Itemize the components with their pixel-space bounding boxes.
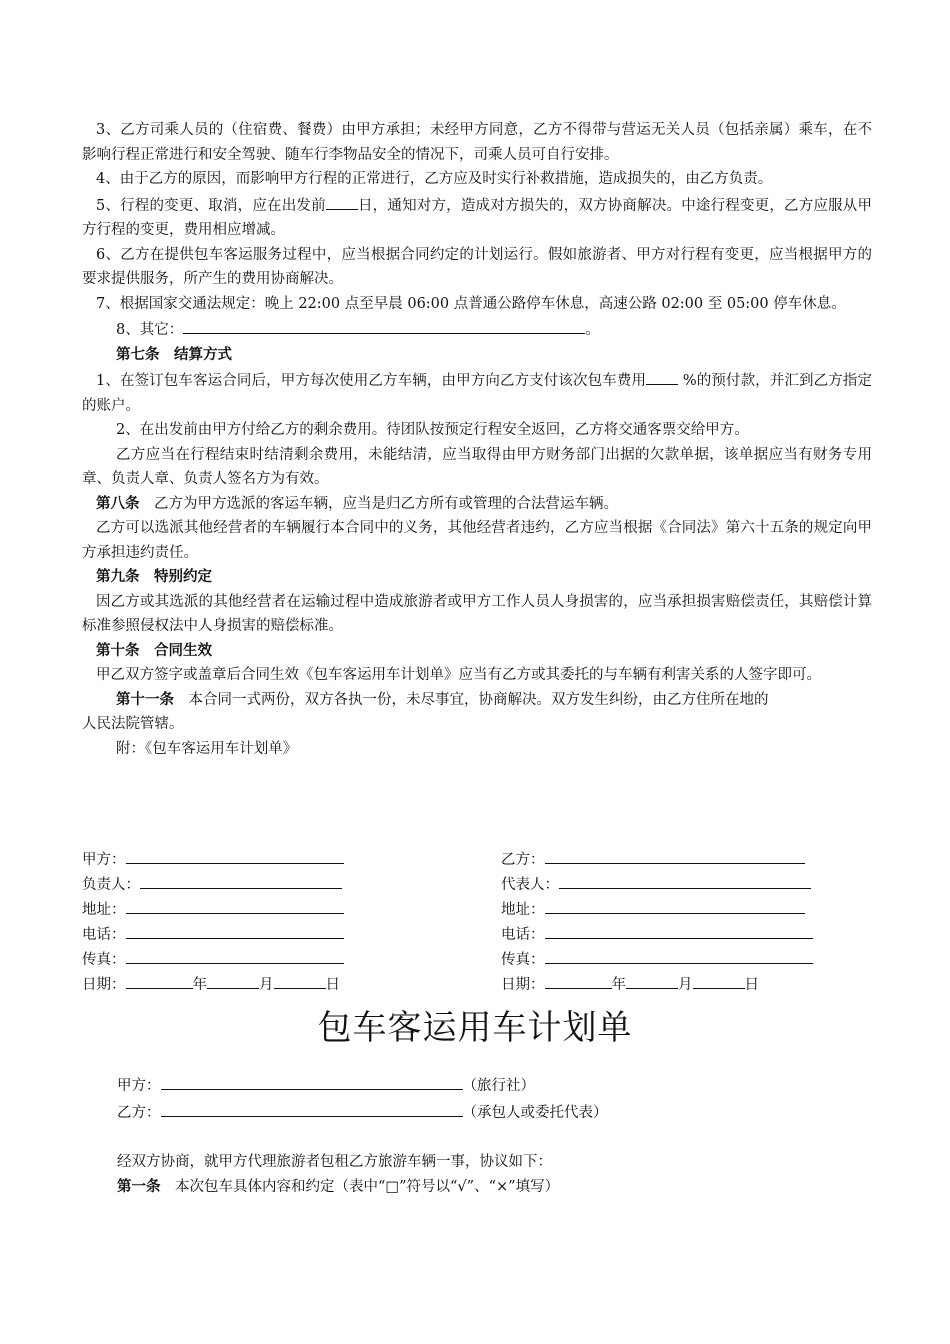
clause-8 [82,316,872,343]
address-label-left: 地址： [82,902,126,918]
responsible-blank[interactable] [140,871,342,889]
article-7-p1-b: %的预付款，并汇到乙方指定的账户。 [82,373,872,414]
phone-blank-left[interactable] [126,921,344,939]
clause-8-end: 。 [585,322,600,338]
plan-party-b-note: （承包人或委托代表） [462,1104,608,1121]
plan-party-a-row [117,1072,608,1099]
attachment-note: 附：《包车客运用车计划单》 [116,740,298,757]
month-label-right: 月 [678,977,693,993]
day-blank-left[interactable] [274,971,326,989]
month-label-left: 月 [259,977,274,993]
article-8 [82,492,872,517]
clause-8-label: 8、其它： [116,322,184,338]
plan-party-b-blank[interactable] [161,1099,463,1117]
plan-party-a-blank[interactable] [161,1072,463,1090]
fax-label-right: 传真： [501,952,545,968]
clause-5-part-b: 日，通知对方，造成对方损失的，双方协商解决。中途行程变更，乙方应服从甲方行程的变更，费用相应增减。 [82,197,872,238]
plan-article-1-heading: 第一条 [117,1177,161,1195]
article-7-p3: 乙方应当在行程结束时结清剩余费用，未能结清，应当取得由甲方财务部门出据的欠款单据，该单据应当有财务专用章、负责人章、负责人签名方为有效。 [82,446,872,487]
article-9-heading: 第九条 特别约定 [96,568,212,585]
plan-title: 包车客运用车计划单 [317,1008,633,1048]
article-11-text-2: 人民法院管辖。 [82,716,184,732]
prepay-percent-blank[interactable] [646,367,678,385]
fax-label-left: 传真： [82,952,126,968]
address-label-right: 地址： [501,902,545,918]
article-7-heading: 第七条 结算方式 [116,345,232,363]
plan-body [117,1072,608,1199]
plan-article-1 [117,1175,608,1200]
plan-party-a-note: （旅行社） [462,1078,535,1094]
party-a-label: 甲方： [82,852,126,868]
fax-blank-left[interactable] [126,946,344,964]
fax-blank-right[interactable] [545,946,813,964]
phone-label-left: 电话： [82,927,126,943]
clause-7: 7、根据国家交通法规定：晚上 22:00 点至早晨 06:00 点普通公路停车休息，高速公路 02:00 至 05:00 停车休息。 [96,295,846,312]
year-blank-left[interactable] [126,971,193,989]
representative-blank[interactable] [559,871,811,889]
clause-5-part-a: 5、行程的变更、取消，应在出发前 [96,197,326,214]
article-8-p2: 乙方可以选派其他经营者的车辆履行本合同中的义务，其他经营者违约，乙方应当根据《合同法》第六十五条的规定向甲方承担违约责任。 [82,520,872,561]
party-b-label: 乙方： [501,852,545,868]
day-label-left: 日 [325,977,340,993]
plan-party-b-label: 乙方： [117,1104,161,1121]
phone-blank-right[interactable] [545,921,813,939]
party-b-blank[interactable] [545,846,805,864]
other-terms-blank[interactable] [183,316,585,334]
article-7-p1-a: 1、在签订包车客运合同后，甲方每次使用乙方车辆，由甲方向乙方支付该次包车费用 [96,373,647,389]
clause-5 [82,192,872,243]
phone-label-right: 电话： [501,927,545,943]
plan-party-b-row [117,1099,608,1126]
plan-article-1-text: 本次包车具体内容和约定（表中“□”符号以“√”、“×”填写） [160,1178,560,1195]
responsible-label: 负责人： [82,877,140,893]
month-blank-right[interactable] [626,971,678,989]
article-8-text: 乙方为甲方选派的客运车辆，应当是归乙方所有或管理的合法营运车辆。 [139,495,618,512]
address-blank-right[interactable] [545,896,805,914]
address-blank-left[interactable] [126,896,344,914]
day-blank-right[interactable] [693,971,745,989]
date-label-right: 日期： [501,977,545,993]
article-10-text: 甲乙双方签字或盖章后合同生效《包车客运用车计划单》应当有乙方或其委托的与车辆有利害关系的人签字即可。 [96,667,821,683]
article-8-heading: 第八条 [96,494,140,512]
article-9-text: 因乙方或其选派的其他经营者在运输过程中造成旅游者或甲方工作人员人身损害的，应当承担损害赔偿责任，其赔偿计算标准参照侵权法中人身损害的赔偿标准。 [82,593,872,634]
sign-block-left [82,846,344,996]
representative-label: 代表人： [501,877,559,893]
year-blank-right[interactable] [545,971,612,989]
year-label-left: 年 [192,977,207,993]
plan-intro: 经双方协商，就甲方代理旅游者包租乙方旅游车辆一事，协议如下： [117,1154,552,1170]
day-label-right: 日 [744,977,759,993]
contract-body [82,118,872,761]
month-blank-left[interactable] [207,971,259,989]
article-10-heading: 第十条 合同生效 [96,641,212,659]
article-11-heading: 第十一条 [116,690,174,708]
party-a-blank[interactable] [126,846,344,864]
days-blank[interactable] [326,192,358,210]
article-7-p2: 2、在出发前由甲方付给乙方的剩余费用。待团队按预定行程安全返回，乙方将交通客票交给甲方。 [116,422,749,438]
clause-6: 6、乙方在提供包车客运服务过程中，应当根据合同约定的计划运行。假如旅游者、甲方对行程有变更，应当根据甲方的要求提供服务，所产生的费用协商解决。 [82,246,872,287]
article-11 [82,688,872,713]
plan-party-a-label: 甲方： [117,1078,161,1094]
sign-block-right [501,846,813,996]
article-11-text: 本合同一式两份，双方各执一份，未尽事宜，协商解决。双方发生纠纷，由乙方住所在地的 [174,691,769,708]
clause-4: 4、由于乙方的原因，而影响甲方行程的正常进行，乙方应及时实行补救措施，造成损失的，由乙方负责。 [96,171,773,187]
year-label-right: 年 [611,977,626,993]
clause-3: 3、乙方司乘人员的（住宿费、餐费）由甲方承担；未经甲方同意，乙方不得带与营运无关人员（包括亲属）乘车，在不影响行程正常进行和安全驾驶、随车行李物品安全的情况下，司乘人员可自行安排。 [82,122,872,163]
date-label-left: 日期： [82,977,126,993]
article-7-p1 [82,367,872,418]
